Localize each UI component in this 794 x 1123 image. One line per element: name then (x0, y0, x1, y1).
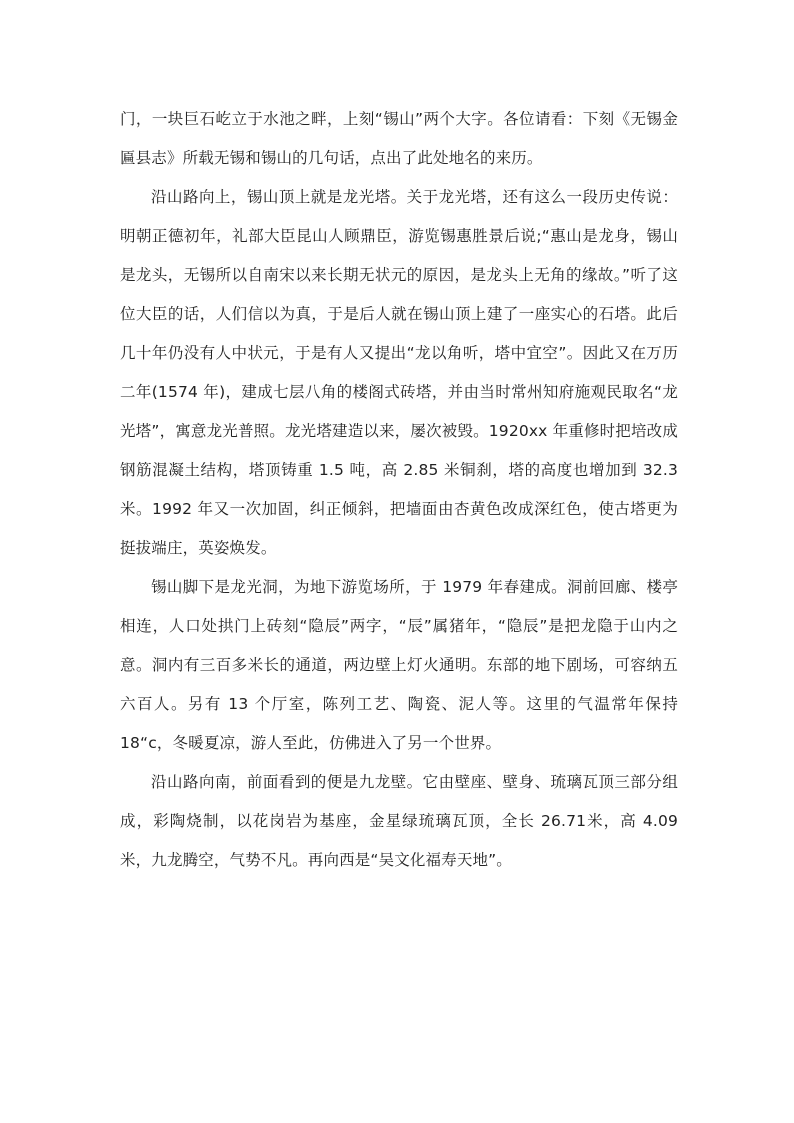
paragraph-longguang-cave: 锡山脚下是龙光洞，为地下游览场所，于 1979 年春建成。洞前回廊、楼亭相连，人口处拱门上砖刻“隐辰”两字，“辰”属猪年，“隐辰”是把龙隐于山内之意。洞内有三百多米长的通道，两边壁上灯火通明。东部的地下剧场，可容纳五六百人。另有 13 个厅室，陈列工艺、陶瓷、泥人等。这里的气温常年保持 18“c，冬暖夏凉，游人至此，仿佛进入了另一个世界。 (120, 578, 678, 752)
paragraph-longguang-tower: 沿山路向上，锡山顶上就是龙光塔。关于龙光塔，还有这么一段历史传说：明朝正德初年，礼部大臣昆山人顾鼎臣，游览锡惠胜景后说;“惠山是龙身，锡山是龙头，无锡所以自南宋以来长期无状元的原因，是龙头上无角的缘故。”听了这位大臣的话，人们信以为真，于是后人就在锡山顶上建了一座实心的石塔。此后几十年仍没有人中状元，于是有人又提出“龙以角听，塔中宜空”。因此又在万历二年(1574 年)，建成七层八角的楼阁式砖塔，并由当时常州知府施观民取名“龙光塔”，寓意龙光普照。龙光塔建造以来，屡次被毁。1920xx 年重修时把培改成钢筋混凝土结构，塔顶铸重 1.5 吨，高 2.85 米铜刹，塔的高度也增加到 32.3 米。1992 年又一次加固，纠正倾斜，把墙面由杏黄色改成深红色，使古塔更为挺拔端庄，英姿焕发。 (120, 188, 678, 557)
paragraph-nine-dragon-wall: 沿山路向南，前面看到的便是九龙壁。它由壁座、壁身、琉璃瓦顶三部分组成，彩陶烧制，以花岗岩为基座，金星绿琉璃瓦顶，全长 26.71米，高 4.09 米，九龙腾空，气势不凡。再向西是“吴文化福寿天地”。 (120, 773, 678, 869)
paragraph-continued: 门，一块巨石屹立于水池之畔，上刻“锡山”两个大字。各位请看：下刻《无锡金匾县志》所载无锡和锡山的几句话，点出了此处地名的来历。 (120, 110, 678, 167)
document-body (120, 100, 678, 880)
